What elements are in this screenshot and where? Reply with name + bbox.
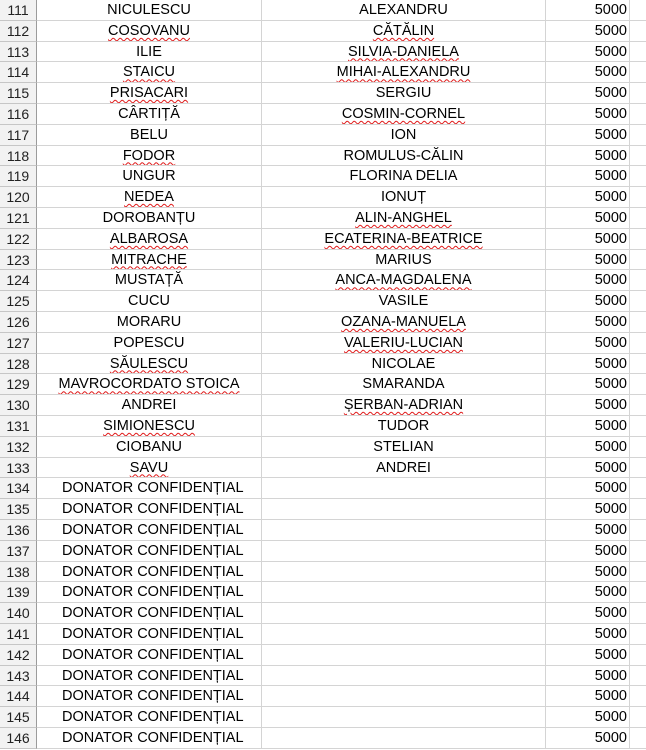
cell-last-name[interactable] xyxy=(37,229,262,250)
last-name-text: ALBAROSA xyxy=(109,230,189,247)
last-name-text: UNGUR xyxy=(122,168,176,185)
first-name-text: ION xyxy=(390,126,417,143)
table-row xyxy=(0,458,646,479)
cell-amount[interactable]: 5000 xyxy=(546,291,630,312)
row-header[interactable]: 137 xyxy=(0,541,37,562)
last-name-text: POPESCU xyxy=(113,334,185,351)
row-header[interactable]: 145 xyxy=(0,707,37,728)
table-row xyxy=(0,541,646,562)
last-name-text: DONATOR CONFIDENȚIAL xyxy=(62,667,244,684)
cell-first-name[interactable] xyxy=(262,208,546,229)
cell-empty[interactable] xyxy=(630,666,646,687)
cell-empty[interactable] xyxy=(630,478,646,499)
cell-first-name[interactable] xyxy=(262,603,546,624)
row-header[interactable]: 136 xyxy=(0,520,37,541)
cell-empty[interactable] xyxy=(630,270,646,291)
table-row xyxy=(0,146,646,167)
cell-empty[interactable] xyxy=(630,686,646,707)
first-name-text: ALEXANDRU xyxy=(359,2,448,18)
cell-first-name[interactable] xyxy=(262,62,546,83)
cell-first-name[interactable] xyxy=(262,146,546,167)
cell-first-name[interactable] xyxy=(262,582,546,603)
cell-first-name[interactable] xyxy=(262,312,546,333)
table-row xyxy=(0,416,646,437)
cell-empty[interactable] xyxy=(630,707,646,728)
cell-first-name[interactable] xyxy=(262,270,546,291)
last-name-text: MUSTAȚĂ xyxy=(114,272,184,289)
cell-last-name[interactable] xyxy=(37,707,262,728)
cell-first-name[interactable] xyxy=(262,541,546,562)
row-header[interactable]: 120 xyxy=(0,187,37,208)
cell-empty[interactable] xyxy=(630,208,646,229)
last-name-text: NICULESCU xyxy=(107,2,191,18)
table-row xyxy=(0,250,646,271)
row-header[interactable]: 122 xyxy=(0,229,37,250)
last-name-text: DONATOR CONFIDENȚIAL xyxy=(62,522,244,538)
last-name-text: DONATOR CONFIDENȚIAL xyxy=(62,480,244,497)
row-header[interactable]: 141 xyxy=(0,624,37,645)
cell-amount[interactable]: 5000 xyxy=(546,229,630,250)
row-header[interactable]: 119 xyxy=(0,166,37,187)
cell-last-name[interactable] xyxy=(37,187,262,208)
cell-amount[interactable]: 5000 xyxy=(546,21,630,42)
cell-empty[interactable] xyxy=(630,104,646,125)
table-row xyxy=(0,374,646,395)
cell-empty[interactable] xyxy=(630,374,646,395)
cell-empty[interactable] xyxy=(630,728,646,749)
last-name-text: MORARU xyxy=(116,314,182,330)
cell-first-name[interactable] xyxy=(262,250,546,271)
row-header[interactable]: 116 xyxy=(0,104,37,125)
row-header[interactable]: 138 xyxy=(0,562,37,583)
table-row xyxy=(0,707,646,728)
row-header[interactable]: 117 xyxy=(0,125,37,146)
cell-first-name[interactable] xyxy=(262,354,546,375)
cell-last-name[interactable] xyxy=(37,354,262,375)
cell-first-name[interactable] xyxy=(262,333,546,354)
cell-first-name[interactable] xyxy=(262,707,546,728)
table-row xyxy=(0,624,646,645)
cell-last-name[interactable] xyxy=(37,499,262,520)
table-row xyxy=(0,42,646,63)
cell-last-name[interactable] xyxy=(37,437,262,458)
table-row xyxy=(0,499,646,520)
cell-last-name[interactable] xyxy=(37,666,262,687)
table-row xyxy=(0,582,646,603)
cell-empty[interactable] xyxy=(630,146,646,167)
table-row xyxy=(0,291,646,312)
cell-amount[interactable]: 5000 xyxy=(546,374,630,395)
row-header[interactable]: 114 xyxy=(0,62,37,83)
cell-amount[interactable]: 5000 xyxy=(546,624,630,645)
row-header[interactable]: 127 xyxy=(0,333,37,354)
last-name-text: SIMIONESCU xyxy=(103,418,195,434)
cell-first-name[interactable] xyxy=(262,125,546,146)
first-name-text: ȘERBAN-ADRIAN xyxy=(343,397,464,414)
row-header[interactable]: 133 xyxy=(0,458,37,479)
cell-empty[interactable] xyxy=(630,645,646,666)
table-row xyxy=(0,125,646,146)
first-name-text: SMARANDA xyxy=(362,376,445,393)
table-row xyxy=(0,395,646,416)
last-name-text: DONATOR CONFIDENȚIAL xyxy=(62,605,244,622)
last-name-text: BELU xyxy=(130,126,168,143)
cell-first-name[interactable] xyxy=(262,686,546,707)
cell-amount[interactable]: 5000 xyxy=(546,416,630,437)
cell-last-name[interactable] xyxy=(37,728,262,749)
last-name-text: PRISACARI xyxy=(109,85,189,102)
cell-last-name[interactable] xyxy=(37,0,262,21)
cell-amount[interactable]: 5000 xyxy=(546,354,630,375)
last-name-text: DONATOR CONFIDENȚIAL xyxy=(62,688,244,705)
last-name-text: CUCU xyxy=(128,293,170,310)
cell-amount[interactable]: 5000 xyxy=(546,520,630,541)
cell-amount[interactable]: 5000 xyxy=(546,270,630,291)
cell-last-name[interactable] xyxy=(37,458,262,479)
cell-last-name[interactable] xyxy=(37,21,262,42)
last-name-text: COSOVANU xyxy=(108,22,190,39)
last-name-text: DONATOR CONFIDENȚIAL xyxy=(62,709,244,726)
last-name-text: ILIE xyxy=(136,43,162,60)
table-row xyxy=(0,686,646,707)
first-name-text: MARIUS xyxy=(375,251,432,268)
cell-amount[interactable]: 5000 xyxy=(546,395,630,416)
first-name-text: VASILE xyxy=(378,293,429,310)
first-name-text: NICOLAE xyxy=(371,355,436,372)
cell-empty[interactable] xyxy=(630,250,646,271)
cell-first-name[interactable] xyxy=(262,166,546,187)
table-row xyxy=(0,208,646,229)
table-row xyxy=(0,520,646,541)
table-row xyxy=(0,562,646,583)
cell-amount[interactable]: 5000 xyxy=(546,686,630,707)
cell-empty[interactable] xyxy=(630,416,646,437)
cell-last-name[interactable] xyxy=(37,146,262,167)
cell-last-name[interactable] xyxy=(37,541,262,562)
cell-first-name[interactable] xyxy=(262,374,546,395)
cell-first-name[interactable] xyxy=(262,520,546,541)
cell-empty[interactable] xyxy=(630,62,646,83)
first-name-text: STELIAN xyxy=(373,438,434,455)
last-name-text: FODOR xyxy=(122,147,176,164)
cell-last-name[interactable] xyxy=(37,416,262,437)
cell-last-name[interactable] xyxy=(37,562,262,583)
first-name-text: COSMIN-CORNEL xyxy=(341,106,466,122)
cell-amount[interactable]: 5000 xyxy=(546,562,630,583)
last-name-text: DONATOR CONFIDENȚIAL xyxy=(62,563,244,580)
cell-empty[interactable] xyxy=(630,333,646,354)
cell-first-name[interactable] xyxy=(262,458,546,479)
row-header[interactable]: 113 xyxy=(0,42,37,63)
table-row xyxy=(0,229,646,250)
cell-empty[interactable] xyxy=(630,458,646,479)
cell-last-name[interactable] xyxy=(37,624,262,645)
cell-last-name[interactable] xyxy=(37,520,262,541)
cell-last-name[interactable] xyxy=(37,312,262,333)
cell-empty[interactable] xyxy=(630,42,646,63)
cell-first-name[interactable] xyxy=(262,291,546,312)
cell-last-name[interactable] xyxy=(37,166,262,187)
cell-first-name[interactable] xyxy=(262,562,546,583)
row-header[interactable]: 129 xyxy=(0,374,37,395)
row-header[interactable]: 123 xyxy=(0,250,37,271)
row-header[interactable]: 139 xyxy=(0,582,37,603)
cell-last-name[interactable] xyxy=(37,125,262,146)
cell-first-name[interactable] xyxy=(262,499,546,520)
cell-amount[interactable]: 5000 xyxy=(546,125,630,146)
cell-first-name[interactable] xyxy=(262,83,546,104)
last-name-text: DONATOR CONFIDENȚIAL xyxy=(62,626,244,642)
cell-last-name[interactable] xyxy=(37,104,262,125)
first-name-text: ALIN-ANGHEL xyxy=(355,210,452,226)
table-row xyxy=(0,666,646,687)
cell-empty[interactable] xyxy=(630,291,646,312)
cell-first-name[interactable] xyxy=(262,42,546,63)
table-row xyxy=(0,270,646,291)
cell-amount[interactable]: 5000 xyxy=(546,333,630,354)
cell-amount[interactable]: 5000 xyxy=(546,146,630,167)
cell-amount[interactable]: 5000 xyxy=(546,707,630,728)
cell-last-name[interactable] xyxy=(37,478,262,499)
row-header[interactable]: 112 xyxy=(0,21,37,42)
cell-last-name[interactable] xyxy=(37,270,262,291)
table-row xyxy=(0,354,646,375)
table-row xyxy=(0,437,646,458)
table-row xyxy=(0,62,646,83)
cell-amount[interactable]: 5000 xyxy=(546,62,630,83)
row-header[interactable]: 126 xyxy=(0,312,37,333)
cell-empty[interactable] xyxy=(630,229,646,250)
cell-first-name[interactable] xyxy=(262,666,546,687)
cell-last-name[interactable] xyxy=(37,208,262,229)
last-name-text: SAVU xyxy=(129,459,169,476)
first-name-text: VALERIU-LUCIAN xyxy=(344,334,463,351)
cell-amount[interactable]: 5000 xyxy=(546,166,630,187)
row-header[interactable]: 143 xyxy=(0,666,37,687)
cell-amount[interactable]: 5000 xyxy=(546,437,630,458)
table-row xyxy=(0,83,646,104)
cell-amount[interactable]: 5000 xyxy=(546,0,630,21)
cell-last-name[interactable] xyxy=(37,374,262,395)
last-name-text: DONATOR CONFIDENȚIAL xyxy=(62,542,244,559)
table-row xyxy=(0,187,646,208)
cell-last-name[interactable] xyxy=(37,62,262,83)
cell-amount[interactable]: 5000 xyxy=(546,478,630,499)
cell-amount[interactable]: 5000 xyxy=(546,728,630,749)
last-name-text: DONATOR CONFIDENȚIAL xyxy=(62,646,244,663)
cell-empty[interactable] xyxy=(630,166,646,187)
cell-amount[interactable]: 5000 xyxy=(546,312,630,333)
cell-first-name[interactable] xyxy=(262,187,546,208)
cell-first-name[interactable] xyxy=(262,21,546,42)
table-row xyxy=(0,603,646,624)
cell-first-name[interactable] xyxy=(262,416,546,437)
first-name-text: ROMULUS-CĂLIN xyxy=(343,147,464,164)
cell-first-name[interactable] xyxy=(262,478,546,499)
cell-amount[interactable]: 5000 xyxy=(546,83,630,104)
cell-empty[interactable] xyxy=(630,603,646,624)
table-row xyxy=(0,21,646,42)
cell-last-name[interactable] xyxy=(37,42,262,63)
first-name-text: SERGIU xyxy=(375,85,432,102)
row-header[interactable]: 121 xyxy=(0,208,37,229)
cell-first-name[interactable] xyxy=(262,104,546,125)
cell-first-name[interactable] xyxy=(262,0,546,21)
cell-empty[interactable] xyxy=(630,499,646,520)
row-header[interactable]: 125 xyxy=(0,291,37,312)
cell-first-name[interactable] xyxy=(262,395,546,416)
first-name-text: ANCA-MAGDALENA xyxy=(335,272,472,289)
cell-first-name[interactable] xyxy=(262,437,546,458)
row-header[interactable]: 146 xyxy=(0,728,37,749)
last-name-text: CÂRTIȚĂ xyxy=(118,106,180,122)
row-header[interactable]: 142 xyxy=(0,645,37,666)
cell-amount[interactable]: 5000 xyxy=(546,666,630,687)
cell-empty[interactable] xyxy=(630,312,646,333)
cell-empty[interactable] xyxy=(630,562,646,583)
cell-last-name[interactable] xyxy=(37,645,262,666)
last-name-text: MAVROCORDATO STOICA xyxy=(58,376,240,393)
cell-last-name[interactable] xyxy=(37,333,262,354)
table-row xyxy=(0,645,646,666)
row-header[interactable]: 118 xyxy=(0,146,37,167)
row-header[interactable]: 135 xyxy=(0,499,37,520)
cell-amount[interactable]: 5000 xyxy=(546,458,630,479)
cell-last-name[interactable] xyxy=(37,83,262,104)
cell-empty[interactable] xyxy=(630,520,646,541)
cell-empty[interactable] xyxy=(630,437,646,458)
last-name-text: STAICU xyxy=(122,64,176,81)
cell-last-name[interactable] xyxy=(37,582,262,603)
cell-empty[interactable] xyxy=(630,125,646,146)
last-name-text: DONATOR CONFIDENȚIAL xyxy=(62,584,244,601)
cell-empty[interactable] xyxy=(630,21,646,42)
first-name-text: CĂTĂLIN xyxy=(372,22,435,39)
cell-empty[interactable] xyxy=(630,395,646,416)
table-row xyxy=(0,333,646,354)
cell-empty[interactable] xyxy=(630,187,646,208)
first-name-text: MIHAI-ALEXANDRU xyxy=(336,64,471,81)
row-header[interactable]: 131 xyxy=(0,416,37,437)
row-header[interactable]: 115 xyxy=(0,83,37,104)
cell-empty[interactable] xyxy=(630,354,646,375)
cell-last-name[interactable] xyxy=(37,291,262,312)
cell-last-name[interactable] xyxy=(37,395,262,416)
row-header[interactable]: 140 xyxy=(0,603,37,624)
cell-amount[interactable]: 5000 xyxy=(546,645,630,666)
first-name-text: TUDOR xyxy=(377,418,430,434)
first-name-text: FLORINA DELIA xyxy=(349,168,458,185)
first-name-text: ECATERINA-BEATRICE xyxy=(324,230,483,247)
table-row xyxy=(0,728,646,749)
cell-empty[interactable] xyxy=(630,582,646,603)
row-header[interactable]: 124 xyxy=(0,270,37,291)
last-name-text: CIOBANU xyxy=(115,438,183,455)
last-name-text: DOROBANȚU xyxy=(102,210,196,226)
cell-empty[interactable] xyxy=(630,624,646,645)
cell-last-name[interactable] xyxy=(37,250,262,271)
cell-first-name[interactable] xyxy=(262,645,546,666)
cell-amount[interactable]: 5000 xyxy=(546,187,630,208)
first-name-text: ANDREI xyxy=(376,459,431,476)
cell-empty[interactable] xyxy=(630,0,646,21)
table-row xyxy=(0,166,646,187)
cell-first-name[interactable] xyxy=(262,229,546,250)
last-name-text: NEDEA xyxy=(124,189,174,206)
last-name-text: ANDREI xyxy=(121,397,177,414)
cell-amount[interactable]: 5000 xyxy=(546,499,630,520)
last-name-text: MITRACHE xyxy=(111,251,187,268)
cell-amount[interactable]: 5000 xyxy=(546,582,630,603)
cell-amount[interactable]: 5000 xyxy=(546,104,630,125)
row-header[interactable]: 130 xyxy=(0,395,37,416)
table-row xyxy=(0,104,646,125)
last-name-text: DONATOR CONFIDENȚIAL xyxy=(62,501,244,518)
last-name-text: SĂULESCU xyxy=(109,355,189,372)
cell-amount[interactable]: 5000 xyxy=(546,603,630,624)
table-row xyxy=(0,478,646,499)
cell-amount[interactable]: 5000 xyxy=(546,541,630,562)
cell-last-name[interactable] xyxy=(37,686,262,707)
row-header[interactable]: 111 xyxy=(0,0,37,21)
first-name-text: IONUȚ xyxy=(380,189,427,206)
cell-first-name[interactable] xyxy=(262,728,546,749)
cell-amount[interactable]: 5000 xyxy=(546,42,630,63)
last-name-text: DONATOR CONFIDENȚIAL xyxy=(62,730,244,746)
table-row xyxy=(0,312,646,333)
row-header[interactable]: 132 xyxy=(0,437,37,458)
cell-amount[interactable]: 5000 xyxy=(546,250,630,271)
first-name-text: SILVIA-DANIELA xyxy=(348,43,459,60)
cell-first-name[interactable] xyxy=(262,624,546,645)
first-name-text: OZANA-MANUELA xyxy=(341,314,466,330)
cell-last-name[interactable] xyxy=(37,603,262,624)
row-header[interactable]: 144 xyxy=(0,686,37,707)
cell-empty[interactable] xyxy=(630,83,646,104)
cell-empty[interactable] xyxy=(630,541,646,562)
row-header[interactable]: 128 xyxy=(0,354,37,375)
row-header[interactable]: 134 xyxy=(0,478,37,499)
cell-amount[interactable]: 5000 xyxy=(546,208,630,229)
table-row xyxy=(0,0,646,21)
